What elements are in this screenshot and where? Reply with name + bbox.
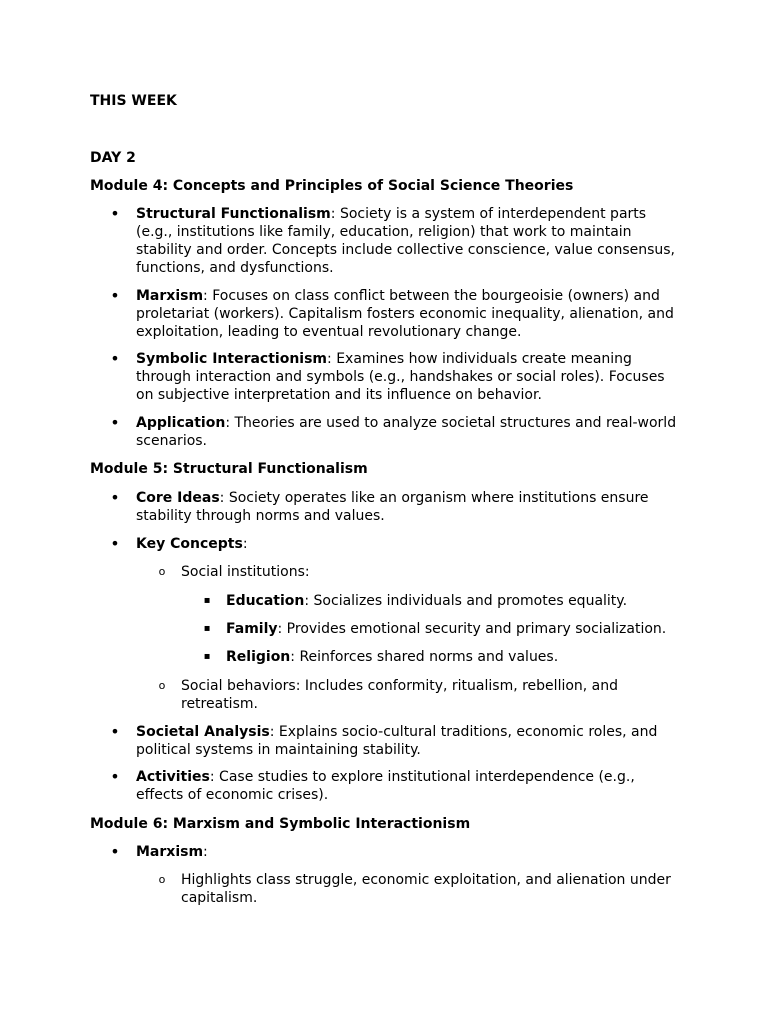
marxism-sub-item	[158, 871, 681, 907]
bullet-marker: •	[110, 722, 120, 741]
this-week-heading: THIS WEEK	[90, 93, 177, 109]
item-term: Family	[226, 621, 278, 637]
item-description: : Focuses on class conflict between the bourgeoisie (owners) and proletariat (workers). Capitalism fosters economic inequality, alienation, and exploitation, leading to eventual revolutionary change.	[136, 288, 674, 340]
item-description: :	[203, 844, 208, 860]
module-6-item-marxism	[110, 842, 681, 861]
bullet-marker: •	[110, 349, 120, 368]
item-description: : Society operates like an organism where institutions ensure stability through norms and values.	[136, 490, 649, 524]
institution-item-religion	[203, 648, 681, 666]
item-description: : Provides emotional security and primary socialization.	[277, 621, 667, 637]
item-term: Marxism	[136, 288, 204, 304]
module-5-item-core-ideas	[110, 488, 681, 525]
item-text: Social institutions:	[181, 564, 310, 580]
item-description: : Socializes individuals and promotes equality.	[304, 593, 628, 609]
day-heading: DAY 2	[90, 150, 136, 166]
social-behaviors-item	[158, 677, 681, 713]
item-text: Social behaviors: Includes conformity, ritualism, rebellion, and retreatism.	[181, 678, 619, 712]
item-term: Structural Functionalism	[136, 206, 331, 222]
item-description: : Examines how individuals create meaning through interaction and symbols (e.g., handshakes or social roles). Focuses on subjective interpretation and its influence on behavior.	[136, 351, 665, 403]
item-description: : Reinforces shared norms and values.	[290, 649, 559, 665]
item-term: Symbolic Interactionism	[136, 351, 328, 367]
item-term: Activities	[136, 769, 210, 785]
circle-marker: o	[158, 873, 166, 886]
item-description: : Case studies to explore institutional interdependence (e.g., effects of economic crises).	[136, 769, 635, 803]
social-institutions-item	[158, 563, 681, 581]
module-4-item-structural-functionalism	[110, 204, 681, 277]
item-text: Highlights class struggle, economic exploitation, and alienation under capitalism.	[181, 872, 671, 906]
institution-item-family	[203, 620, 681, 638]
item-term: Key Concepts	[136, 536, 243, 552]
bullet-marker: •	[110, 286, 120, 305]
item-term: Application	[136, 415, 226, 431]
bullet-marker: •	[110, 204, 120, 223]
institution-item-education	[203, 592, 681, 610]
bullet-marker: •	[110, 534, 120, 553]
item-term: Religion	[226, 649, 291, 665]
item-term: Societal Analysis	[136, 724, 270, 740]
item-description: : Society is a system of interdependent parts (e.g., institutions like family, education, religion) that work to maintain stability and order. Concepts include collective conscience, value consensus, functions, and dysfunctions.	[136, 206, 676, 276]
item-term: Core Ideas	[136, 490, 220, 506]
module-5-title: Module 5: Structural Functionalism	[90, 461, 368, 477]
module-5-item-key-concepts	[110, 534, 681, 553]
square-marker: ▪	[203, 623, 211, 634]
bullet-marker: •	[110, 842, 120, 861]
module-5-item-activities	[110, 767, 681, 804]
module-4-title: Module 4: Concepts and Principles of Social Science Theories	[90, 178, 574, 194]
item-term: Education	[226, 593, 305, 609]
module-5-item-societal-analysis	[110, 722, 681, 759]
item-description: :	[242, 536, 248, 552]
item-description: : Explains socio-cultural traditions, economic roles, and political systems in maintaining stability.	[136, 724, 658, 758]
circle-marker: o	[158, 565, 166, 578]
circle-marker: o	[158, 679, 166, 692]
bullet-marker: •	[110, 413, 120, 432]
module-4-item-application	[110, 413, 681, 450]
module-4-item-marxism	[110, 286, 681, 341]
bullet-marker: •	[110, 767, 120, 786]
module-6-title: Module 6: Marxism and Symbolic Interactionism	[90, 816, 471, 832]
module-4-item-symbolic-interactionism	[110, 349, 681, 404]
item-term: Marxism	[136, 844, 204, 860]
item-description: : Theories are used to analyze societal structures and real-world scenarios.	[136, 415, 677, 449]
bullet-marker: •	[110, 488, 120, 507]
square-marker: ▪	[203, 651, 211, 662]
square-marker: ▪	[203, 595, 211, 606]
